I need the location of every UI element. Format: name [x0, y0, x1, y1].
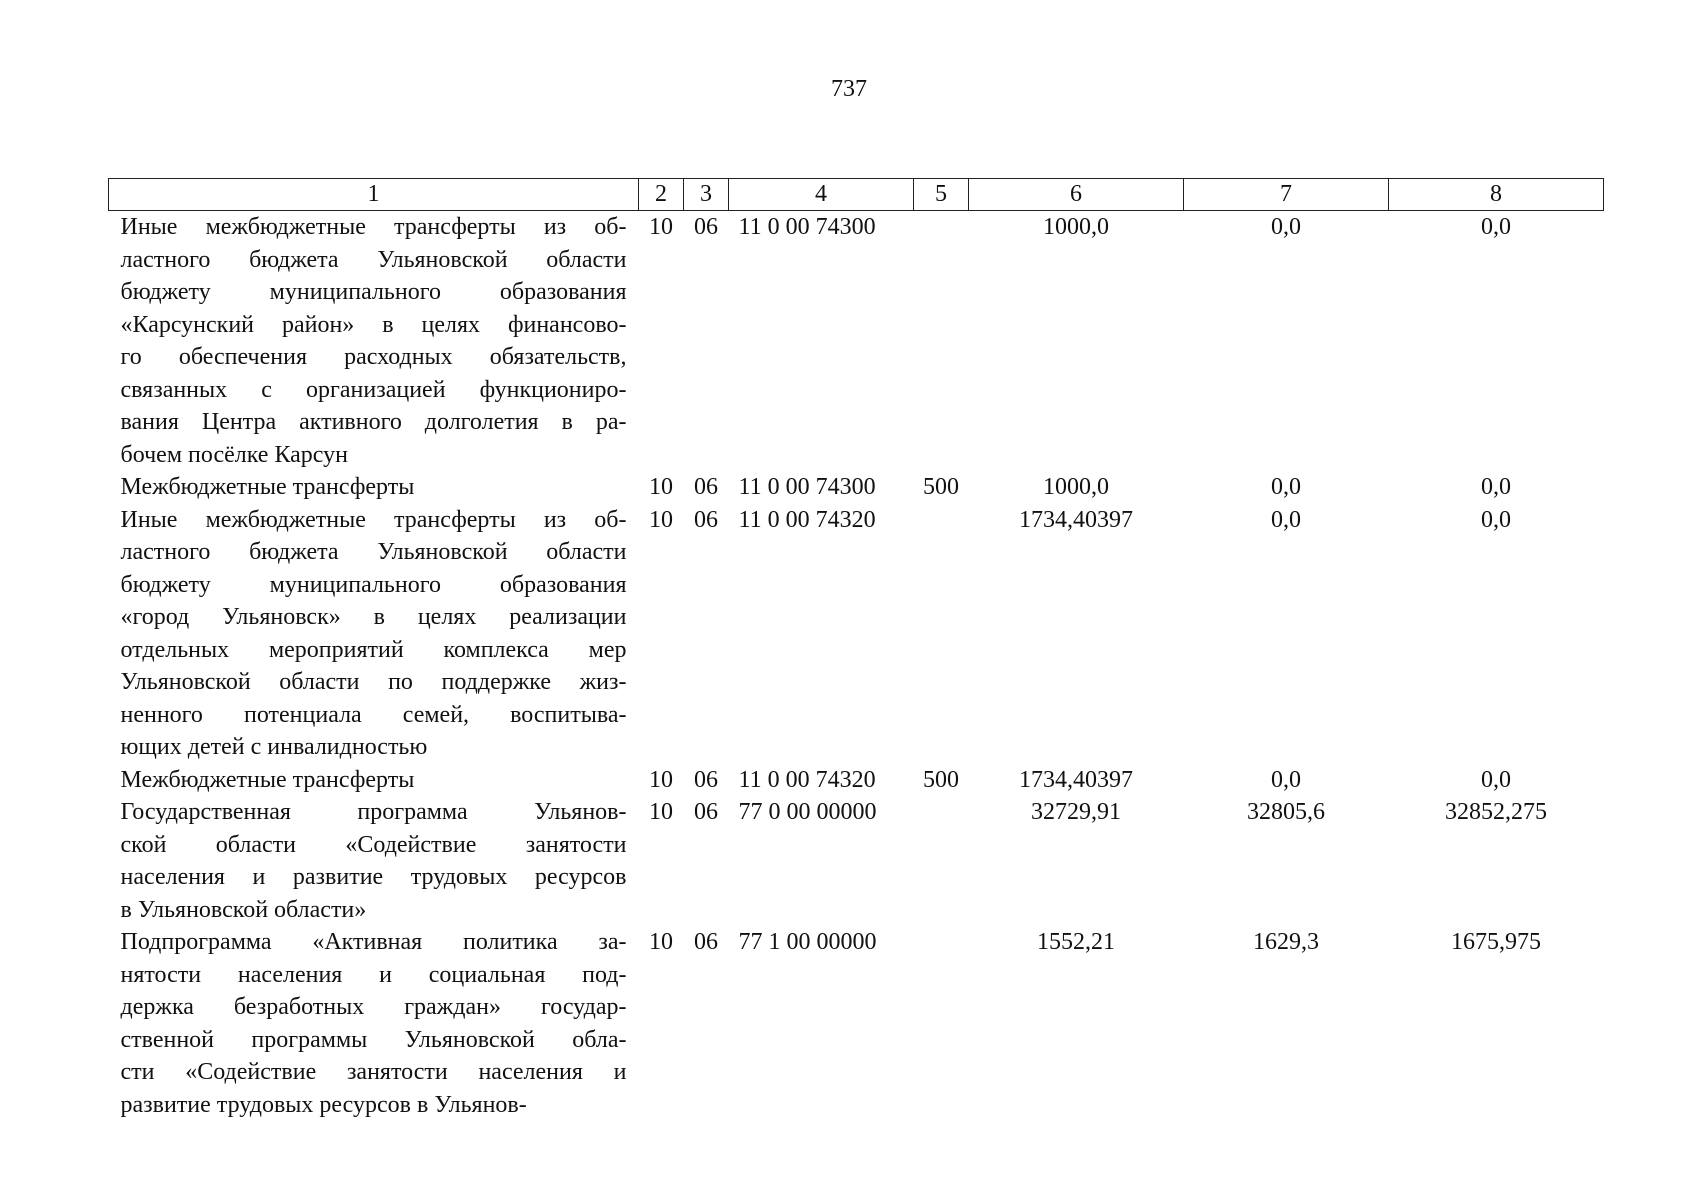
row-name-line: населения и развитие трудовых ресурсов	[120, 864, 627, 890]
row-name-line: Иные межбюджетные трансферты из об-	[120, 506, 627, 533]
table-row	[109, 764, 1604, 797]
row-name	[109, 926, 639, 1121]
row-name-line: Иные межбюджетные трансферты из об-	[120, 214, 627, 240]
row-name-line: держка безработных граждан» государ-	[120, 994, 627, 1020]
amount-col-6: 32729,91	[1031, 799, 1121, 825]
expense-type-code	[914, 796, 969, 926]
subsection-code: 06	[694, 929, 718, 955]
row-name-line: ющих детей с инвалидностью	[120, 734, 428, 760]
row-name-line: Государственная программа Ульянов-	[120, 799, 627, 825]
amount-col-7: 1629,3	[1253, 929, 1319, 955]
amount-col-6: 1552,21	[1037, 929, 1115, 955]
row-name-line: вания Центра активного долголетия в ра-	[120, 409, 627, 435]
row-name-line: отдельных мероприятий комплекса мер	[120, 636, 627, 663]
row-name-line: развитие трудовых ресурсов в Ульянов-	[120, 1091, 527, 1118]
amount-col-6: 1000,0	[1043, 214, 1109, 240]
section-code: 10	[649, 929, 673, 955]
target-article-code: 11 0 00 74320	[738, 766, 876, 793]
row-name-line: ской области «Содействие занятости	[120, 831, 627, 858]
amount-col-8: 0,0	[1481, 506, 1511, 533]
row-name-line: «Карсунский район» в целях финансово-	[120, 311, 627, 338]
row-name-line: сти «Содействие занятости населения и	[120, 1059, 627, 1085]
column-header-4: 4	[729, 179, 914, 211]
row-name-line: Межбюджетные трансферты	[120, 474, 415, 500]
section-code: 10	[649, 799, 673, 825]
row-name-line: бюджету муниципального образования	[120, 571, 627, 598]
amount-col-7: 0,0	[1271, 474, 1301, 500]
row-name-line: ластного бюджета Ульяновской области	[120, 246, 627, 273]
section-code: 10	[649, 506, 673, 533]
row-name	[109, 764, 639, 797]
row-name-line: бюджету муниципального образования	[120, 279, 627, 305]
budget-table-container	[108, 178, 1603, 1121]
row-name	[109, 471, 639, 504]
table-row	[109, 211, 1604, 472]
expense-type-code	[914, 926, 969, 1121]
amount-col-6: 1734,40397	[1019, 766, 1133, 793]
target-article-code: 11 0 00 74300	[738, 474, 876, 500]
amount-col-7: 0,0	[1271, 766, 1301, 793]
column-header-1: 1	[109, 179, 639, 211]
row-name-line: бочем посёлке Карсун	[120, 441, 348, 468]
amount-col-8: 1675,975	[1451, 929, 1541, 955]
target-article-code: 11 0 00 74320	[738, 506, 876, 533]
column-header-6: 6	[969, 179, 1184, 211]
expense-type-code	[914, 504, 969, 764]
target-article-code: 77 0 00 00000	[738, 799, 877, 825]
row-name-line: ластного бюджета Ульяновской области	[120, 539, 627, 565]
expense-type-code	[914, 211, 969, 472]
row-name	[109, 504, 639, 764]
subsection-code: 06	[694, 214, 718, 240]
column-header-8: 8	[1389, 179, 1604, 211]
amount-col-6: 1000,0	[1043, 474, 1109, 500]
amount-col-8: 32852,275	[1445, 799, 1547, 825]
row-name-line: го обеспечения расходных обязательств,	[120, 344, 627, 370]
row-name-line: «город Ульяновск» в целях реализации	[120, 604, 627, 630]
table-body	[109, 211, 1604, 1122]
amount-col-8: 0,0	[1481, 474, 1511, 500]
row-name-line: ненного потенциала семей, воспитыва-	[120, 701, 627, 728]
table-row	[109, 504, 1604, 764]
subsection-code: 06	[694, 474, 718, 500]
row-name-line: Подпрограмма «Активная политика за-	[120, 929, 627, 955]
subsection-code: 06	[694, 766, 718, 793]
row-name-line: Межбюджетные трансферты	[120, 766, 415, 793]
expense-type-code: 500	[923, 474, 959, 500]
row-name-line: связанных с организацией функциониро-	[120, 376, 627, 403]
column-header-5: 5	[914, 179, 969, 211]
section-code: 10	[649, 474, 673, 500]
row-name-line: в Ульяновской области»	[120, 896, 367, 923]
header-row	[109, 179, 1604, 211]
row-name-line: Ульяновской области по поддержке жиз-	[120, 669, 627, 695]
amount-col-8: 0,0	[1481, 766, 1511, 793]
column-header-3: 3	[684, 179, 729, 211]
table-header	[109, 179, 1604, 211]
amount-col-7: 0,0	[1271, 506, 1301, 533]
amount-col-8: 0,0	[1481, 214, 1511, 240]
subsection-code: 06	[694, 506, 718, 533]
row-name	[109, 796, 639, 926]
budget-table	[108, 178, 1604, 1121]
target-article-code: 11 0 00 74300	[738, 214, 876, 240]
row-name-line: ственной программы Ульяновской обла-	[120, 1026, 627, 1053]
section-code: 10	[649, 766, 673, 793]
page-number: 737	[831, 76, 867, 102]
section-code: 10	[649, 214, 673, 240]
target-article-code: 77 1 00 00000	[738, 929, 877, 955]
table-row	[109, 471, 1604, 504]
table-row	[109, 926, 1604, 1121]
column-header-7: 7	[1184, 179, 1389, 211]
table-row	[109, 796, 1604, 926]
row-name	[109, 211, 639, 472]
amount-col-7: 32805,6	[1247, 799, 1325, 825]
expense-type-code: 500	[923, 766, 959, 793]
subsection-code: 06	[694, 799, 718, 825]
amount-col-7: 0,0	[1271, 214, 1301, 240]
column-header-2: 2	[639, 179, 684, 211]
row-name-line: нятости населения и социальная под-	[120, 961, 627, 988]
amount-col-6: 1734,40397	[1019, 506, 1133, 533]
